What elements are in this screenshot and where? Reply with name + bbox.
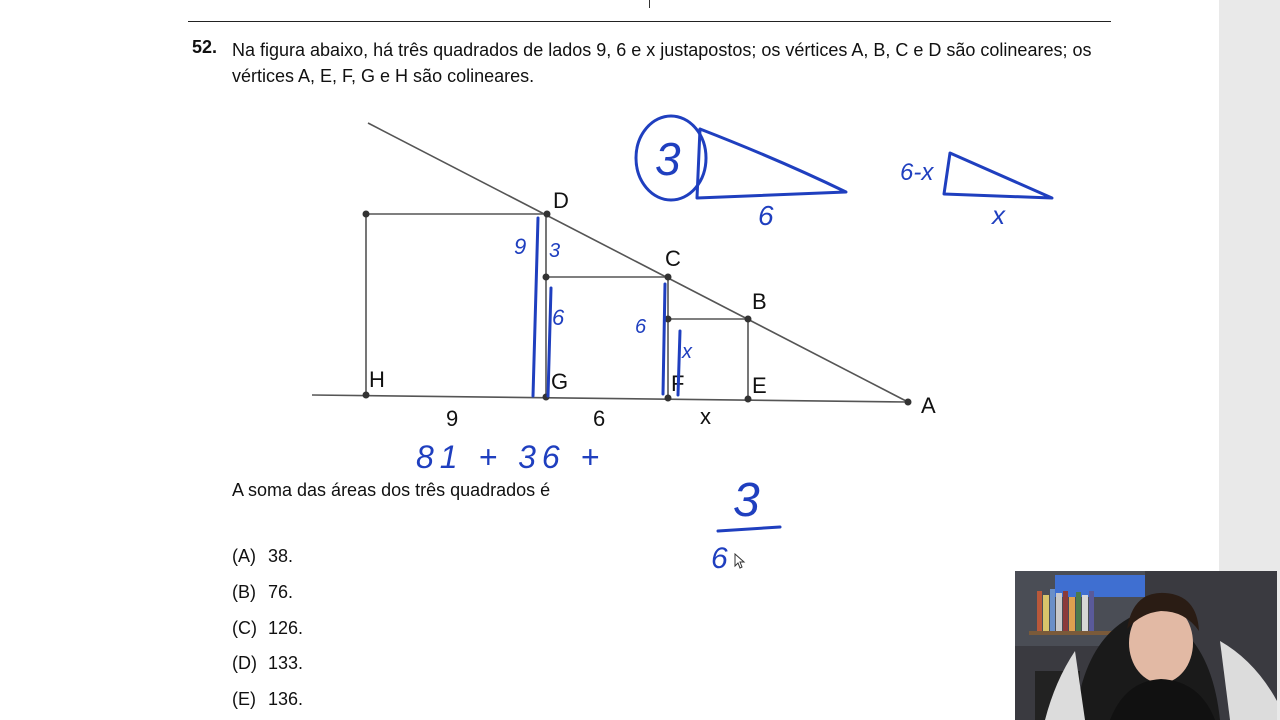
label-e: E	[752, 373, 767, 398]
tick-x	[678, 331, 680, 395]
vertex-a	[905, 399, 912, 406]
label-h: H	[369, 367, 385, 392]
webcam-feed	[1015, 571, 1277, 720]
option-letter: (A)	[232, 546, 256, 566]
ink-small-side: 6-x	[900, 159, 934, 186]
option-value: 136.	[268, 689, 304, 709]
side-six: 6	[593, 406, 606, 431]
option-letter: (B)	[232, 582, 256, 602]
ink-seg-six-left: 6	[552, 305, 565, 330]
label-f: F	[671, 371, 685, 396]
side-nine: 9	[446, 406, 459, 431]
vertex-d	[544, 211, 551, 218]
ink-sum-expression: 81 + 36 +	[416, 439, 606, 475]
vertex-c	[665, 274, 672, 281]
ink-fraction-numerator: 3	[733, 474, 760, 527]
webcam-overlay	[1015, 571, 1277, 720]
option-letter: (E)	[232, 689, 256, 709]
tick-six-right	[663, 284, 665, 394]
option-b[interactable]	[232, 582, 293, 603]
ink-seg-six-right: 6	[635, 316, 647, 338]
ink-seg-nine: 9	[514, 234, 527, 259]
vertex-h	[363, 392, 370, 399]
prompt-text: A soma das áreas dos três quadrados é	[232, 480, 551, 500]
corner-top-left	[363, 211, 370, 218]
vertex-b	[745, 316, 752, 323]
label-d: D	[553, 188, 569, 213]
vertex-e	[745, 396, 752, 403]
option-value: 38.	[268, 546, 294, 566]
label-c: C	[665, 246, 681, 271]
ink-big-base: 6	[758, 200, 774, 231]
tick-nine	[533, 218, 538, 396]
option-value: 76.	[268, 582, 294, 602]
ink-seg-x: x	[682, 341, 692, 363]
question-text: Na figura abaixo, há três quadrados de lados 9, 6 e x justapostos; os vértices A, B, C e D são colineares; os vértices A, E, F, G e H são colineares.	[232, 40, 1092, 86]
option-a[interactable]	[232, 546, 293, 567]
diagonal-line	[368, 123, 908, 402]
option-letter: (C)	[232, 618, 257, 638]
small-triangle-drawing	[944, 153, 1052, 198]
option-value: 133.	[268, 653, 304, 673]
corner-six-left	[543, 274, 550, 281]
option-letter: (D)	[232, 653, 257, 673]
option-d[interactable]	[232, 653, 303, 674]
option-e[interactable]	[232, 689, 303, 710]
base-line	[312, 395, 908, 402]
label-b: B	[752, 289, 767, 314]
ink-small-base: x	[992, 200, 1005, 230]
option-c[interactable]	[232, 618, 303, 639]
big-triangle-drawing	[697, 129, 846, 198]
ink-circled-three: 3	[655, 133, 681, 185]
label-a: A	[921, 393, 936, 418]
side-x: x	[700, 404, 711, 429]
option-value: 126.	[268, 618, 304, 638]
ink-fraction-denominator: 6	[711, 542, 728, 575]
fraction-bar	[718, 527, 780, 531]
mouse-cursor-icon	[734, 553, 746, 569]
question-number: 52.	[192, 37, 218, 57]
label-g: G	[551, 369, 569, 394]
ink-seg-three: 3	[549, 240, 561, 262]
